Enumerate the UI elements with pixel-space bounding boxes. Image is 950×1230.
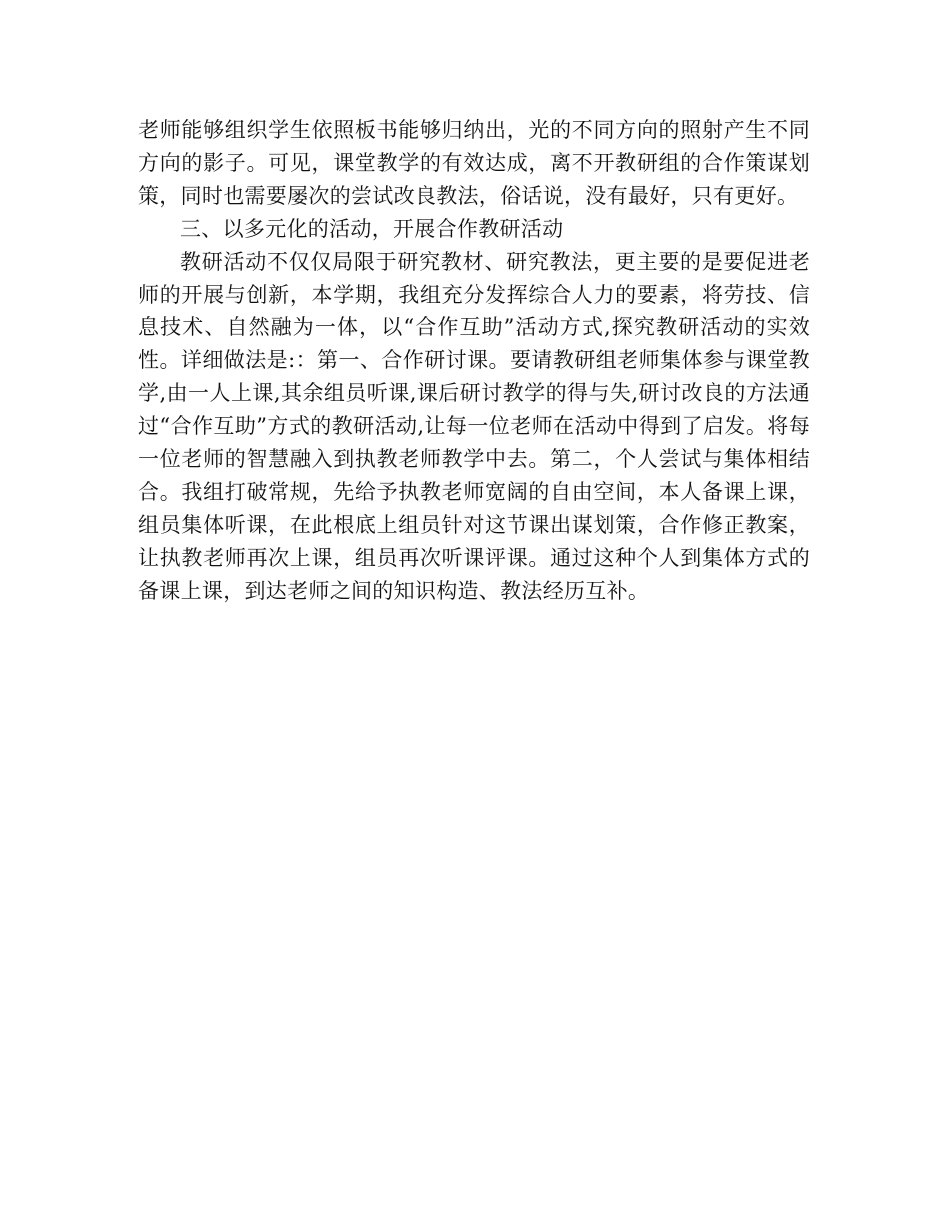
- paragraph-continuation: 老师能够组织学生依照板书能够归纳出，光的不同方向的照射产生不同方向的影子。可见，课堂教学的有效达成，离不开教研组的合作策谋划策，同时也需要屡次的尝试改良教法，俗话说，没有最好，只有更好。: [138, 118, 810, 208]
- section-heading: 三、以多元化的活动，开展合作教研活动: [180, 216, 564, 241]
- paragraph-body: 教研活动不仅仅局限于研究教材、研究教法，更主要的是要促进老师的开展与创新，本学期，我组充分发挥综合人力的要素，将劳技、信息技术、自然融为一体，以“合作互助”活动方式,探究教研活动的实效性。详细做法是:：第一、合作研讨课。要请教研组老师集体参与课堂教学,由一人上课,其余组员听课,课后研讨教学的得与失,研讨改良的方法通过“合作互助”方式的教研活动,让每一位老师在活动中得到了启发。将每一位老师的智慧融入到执教老师教学中去。第二，个人尝试与集体相结合。我组打破常规，先给予执教老师宽阔的自由空间，本人备课上课，组员集体听课，在此根底上组员针对这节课出谋划策，合作修正教案，让执教老师再次上课，组员再次听课评课。通过这种个人到集体方式的备课上课，到达老师之间的知识构造、教法经历互补。: [138, 249, 810, 603]
- document-body: [138, 114, 810, 608]
